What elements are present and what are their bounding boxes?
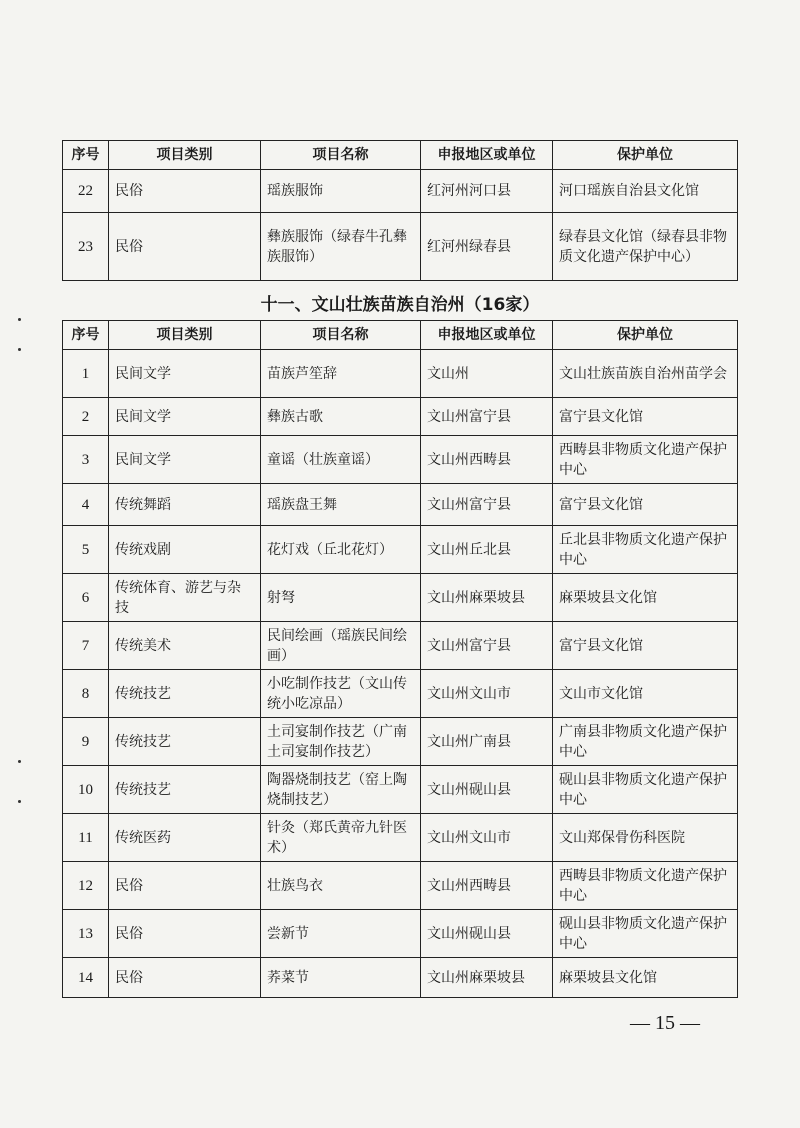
cell-category: 民间文学 — [109, 398, 261, 436]
cell-name: 土司宴制作技艺（广南土司宴制作技艺） — [261, 718, 421, 766]
cell-name: 针灸（郑氏黄帝九针医术） — [261, 814, 421, 862]
table-row — [63, 862, 738, 910]
cell-category: 传统技艺 — [109, 718, 261, 766]
cell-name: 彝族服饰（绿春牛孔彝族服饰） — [261, 213, 421, 281]
table-row — [63, 574, 738, 622]
header-no: 序号 — [63, 141, 109, 170]
cell-no: 9 — [63, 718, 109, 766]
cell-category: 民俗 — [109, 862, 261, 910]
table-row — [63, 814, 738, 862]
table-row — [63, 526, 738, 574]
cell-name: 射弩 — [261, 574, 421, 622]
scan-speck — [18, 318, 21, 321]
table-row — [63, 484, 738, 526]
cell-category: 传统技艺 — [109, 670, 261, 718]
header-region: 申报地区或单位 — [421, 141, 553, 170]
cell-region: 文山州麻栗坡县 — [421, 574, 553, 622]
table-row — [63, 622, 738, 670]
cell-no: 3 — [63, 436, 109, 484]
header-unit: 保护单位 — [553, 141, 738, 170]
heritage-table-wenshan — [62, 320, 738, 998]
cell-no: 7 — [63, 622, 109, 670]
cell-name: 瑶族盘王舞 — [261, 484, 421, 526]
cell-category: 民俗 — [109, 958, 261, 998]
cell-region: 文山州富宁县 — [421, 398, 553, 436]
cell-name: 小吃制作技艺（文山传统小吃凉品） — [261, 670, 421, 718]
cell-unit: 富宁县文化馆 — [553, 484, 738, 526]
cell-category: 民俗 — [109, 213, 261, 281]
table-header-row — [63, 141, 738, 170]
cell-unit: 绿春县文化馆（绿春县非物质文化遗产保护中心） — [553, 213, 738, 281]
cell-region: 文山州西畴县 — [421, 436, 553, 484]
cell-name: 尝新节 — [261, 910, 421, 958]
cell-no: 2 — [63, 398, 109, 436]
heritage-table-honghe — [62, 140, 738, 281]
header-no: 序号 — [63, 321, 109, 350]
cell-category: 民间文学 — [109, 436, 261, 484]
cell-region: 文山州广南县 — [421, 718, 553, 766]
cell-unit: 富宁县文化馆 — [553, 398, 738, 436]
cell-category: 民俗 — [109, 910, 261, 958]
cell-category: 传统医药 — [109, 814, 261, 862]
cell-name: 民间绘画（瑶族民间绘画） — [261, 622, 421, 670]
cell-unit: 麻栗坡县文化馆 — [553, 574, 738, 622]
table-row — [63, 910, 738, 958]
cell-region: 文山州麻栗坡县 — [421, 958, 553, 998]
cell-region: 文山州文山市 — [421, 814, 553, 862]
page-number: — 15 — — [630, 1012, 700, 1034]
cell-unit: 文山壮族苗族自治州苗学会 — [553, 350, 738, 398]
cell-no: 22 — [63, 170, 109, 213]
table-row — [63, 766, 738, 814]
header-name: 项目名称 — [261, 141, 421, 170]
table-row — [63, 670, 738, 718]
cell-unit: 砚山县非物质文化遗产保护中心 — [553, 910, 738, 958]
cell-region: 文山州砚山县 — [421, 910, 553, 958]
cell-category: 传统体育、游艺与杂技 — [109, 574, 261, 622]
cell-unit: 广南县非物质文化遗产保护中心 — [553, 718, 738, 766]
cell-region: 文山州西畴县 — [421, 862, 553, 910]
cell-no: 6 — [63, 574, 109, 622]
cell-category: 民俗 — [109, 170, 261, 213]
table-row — [63, 213, 738, 281]
cell-region: 文山州 — [421, 350, 553, 398]
scan-speck — [18, 760, 21, 763]
table-header-row — [63, 321, 738, 350]
table-row — [63, 958, 738, 998]
scan-speck — [18, 800, 21, 803]
cell-category: 传统美术 — [109, 622, 261, 670]
cell-region: 文山州丘北县 — [421, 526, 553, 574]
section-title: 十一、文山壮族苗族自治州（16家） — [260, 295, 540, 315]
cell-no: 8 — [63, 670, 109, 718]
cell-unit: 西畴县非物质文化遗产保护中心 — [553, 862, 738, 910]
cell-region: 文山州富宁县 — [421, 622, 553, 670]
cell-unit: 文山市文化馆 — [553, 670, 738, 718]
cell-region: 文山州砚山县 — [421, 766, 553, 814]
header-region: 申报地区或单位 — [421, 321, 553, 350]
cell-name: 荞菜节 — [261, 958, 421, 998]
cell-name: 彝族古歌 — [261, 398, 421, 436]
header-name: 项目名称 — [261, 321, 421, 350]
cell-no: 5 — [63, 526, 109, 574]
cell-no: 23 — [63, 213, 109, 281]
cell-category: 传统技艺 — [109, 766, 261, 814]
cell-unit: 丘北县非物质文化遗产保护中心 — [553, 526, 738, 574]
header-unit: 保护单位 — [553, 321, 738, 350]
cell-unit: 文山郑保骨伤科医院 — [553, 814, 738, 862]
cell-no: 14 — [63, 958, 109, 998]
cell-region: 红河州绿春县 — [421, 213, 553, 281]
cell-category: 传统舞蹈 — [109, 484, 261, 526]
header-category: 项目类别 — [109, 321, 261, 350]
cell-unit: 河口瑶族自治县文化馆 — [553, 170, 738, 213]
header-category: 项目类别 — [109, 141, 261, 170]
scan-speck — [18, 348, 21, 351]
cell-name: 陶器烧制技艺（窑上陶烧制技艺） — [261, 766, 421, 814]
table-body — [63, 170, 738, 281]
cell-region: 文山州文山市 — [421, 670, 553, 718]
cell-name: 童谣（壮族童谣） — [261, 436, 421, 484]
cell-no: 4 — [63, 484, 109, 526]
cell-no: 12 — [63, 862, 109, 910]
cell-name: 瑶族服饰 — [261, 170, 421, 213]
cell-region: 红河州河口县 — [421, 170, 553, 213]
cell-category: 民间文学 — [109, 350, 261, 398]
cell-no: 1 — [63, 350, 109, 398]
cell-name: 花灯戏（丘北花灯） — [261, 526, 421, 574]
table-row — [63, 718, 738, 766]
cell-no: 11 — [63, 814, 109, 862]
cell-no: 10 — [63, 766, 109, 814]
cell-unit: 富宁县文化馆 — [553, 622, 738, 670]
cell-unit: 麻栗坡县文化馆 — [553, 958, 738, 998]
table-row — [63, 436, 738, 484]
table-body — [63, 350, 738, 998]
table-row — [63, 398, 738, 436]
cell-region: 文山州富宁县 — [421, 484, 553, 526]
cell-no: 13 — [63, 910, 109, 958]
cell-category: 传统戏剧 — [109, 526, 261, 574]
cell-name: 壮族鸟衣 — [261, 862, 421, 910]
cell-name: 苗族芦笙辞 — [261, 350, 421, 398]
cell-unit: 西畴县非物质文化遗产保护中心 — [553, 436, 738, 484]
cell-unit: 砚山县非物质文化遗产保护中心 — [553, 766, 738, 814]
table-row — [63, 350, 738, 398]
table-row — [63, 170, 738, 213]
